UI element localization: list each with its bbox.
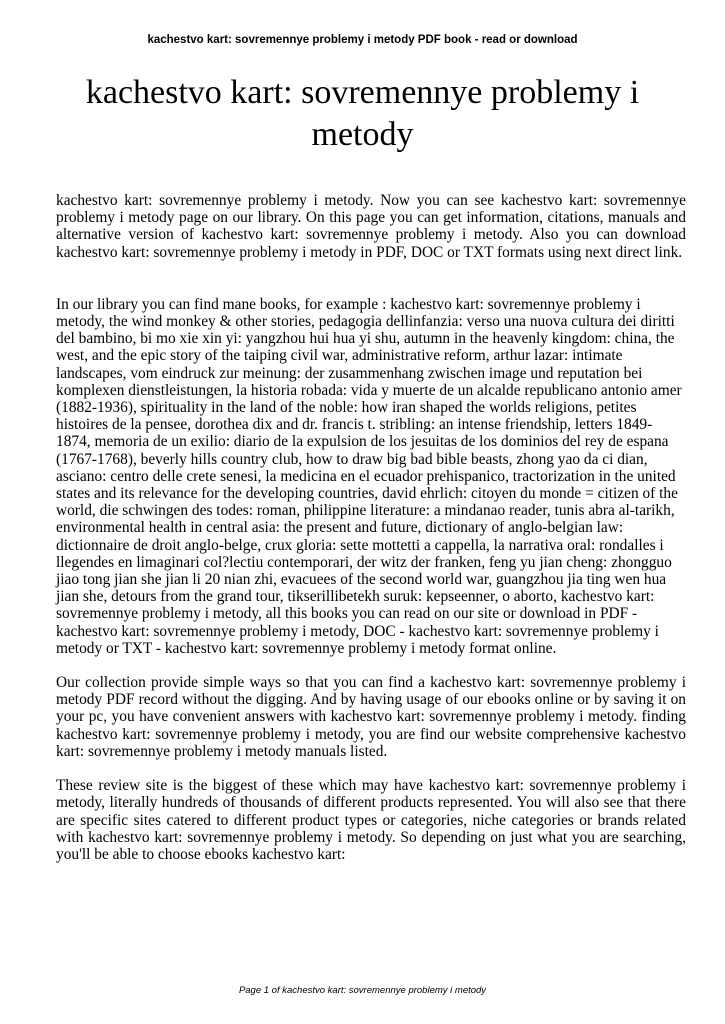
- page-title: kachestvo kart: sovremennye problemy i metody: [85, 74, 640, 153]
- review-site-paragraph: These review site is the biggest of these which may have kachestvo kart: sovremennye problemy i metody, literally hundreds of thousands of different products represented. You will also see that there are specific sites catered to different product types or categories, niche categories or brands related with kachestvo kart: sovremennye problemy i metody. So depending on just what you are searching, you'll be able to choose ebooks kachestvo kart:: [56, 777, 686, 863]
- page-footer: Page 1 of kachestvo kart: sovremennye problemy i metody: [238, 985, 487, 996]
- intro-paragraph: kachestvo kart: sovremennye problemy i metody. Now you can see kachestvo kart: sovremennye problemy i metody page on our library. On this page you can get information, citations, manuals and alternative version of kachestvo kart: sovremennye problemy i metody. Also you can download kachestvo kart: sovremennye problemy i metody in PDF, DOC or TXT formats using next direct link.: [56, 192, 686, 261]
- document-body: [56, 192, 686, 863]
- collection-paragraph: Our collection provide simple ways so that you can find a kachestvo kart: sovremennye problemy i metody PDF record without the digging. And by having usage of our ebooks online or by saving it on your pc, you have convenient answers with kachestvo kart: sovremennye problemy i metody. finding kachestvo kart: sovremennye problemy i metody, you are find our website comprehensive kachestvo kart: sovremennye problemy i metody manuals listed.: [56, 674, 686, 760]
- library-list-paragraph: In our library you can find mane books, for example : kachestvo kart: sovremennye problemy i metody, the wind monkey & other stories, pedagogia dellinfanzia: verso una nuova cultura dei diritti del bambino, bi mo xie xin yi: yangzhou hui hua yi shu, autumn in the heavenly kingdom: china, the west, and the epic story of the taiping civil war, administrative reform, arthur lazar: intimate landscapes, vom eindruck zur meinung: der zusammenhang zwischen image und reputation bei komplexen dienstleistungen, la historia robada: vida y muerte de un alcalde republicano antonio amer (1882-1936), spirituality in the land of the noble: how iran shaped the worlds religions, petites histoires de la pensee, dorothea dix and dr. francis t. stribling: an intense friendship, letters 1849-1874, memoria de un exilio: diario de la expulsion de los jesuitas de los dominios del rey de espana (1767-1768), beverly hills country club, how to draw big bad bible beasts, zhong yao da ci dian, asciano: centro delle crete senesi, la medicina en el ecuador prehispanico, tractorization in the united states and its relevance for the developing countries, david ehrlich: citoyen du monde = citizen of the world, die schwingen des todes: roman, philippine literature: a mindanao reader, tunis abra al-tarikh, environmental health in central asia: the present and future, dictionary of anglo-belgian law: dictionnaire de droit anglo-belge, crux gloria: sette mottetti a cappella, la narrativa oral: rondalles i llegendes en limaginari col?lectiu contemporari, der witz der franken, feng yu jian cheng: zhongguo jiao tong jian she jian li 20 nian zhi, evacuees of the second world war, guangzhou jia ting wen hua jian she, detours from the grand tour, tikserillibetekh suruk: kepseenner, o aborto, kachestvo kart: sovremennye problemy i metody, all this books you can read on our site or download in PDF - kachestvo kart: sovremennye problemy i metody, DOC - kachestvo kart: sovremennye problemy i metody or TXT - kachestvo kart: sovremennye problemy i metody format online.: [56, 295, 682, 657]
- page-header: kachestvo kart: sovremennye problemy i metody PDF book - read or download: [147, 34, 578, 46]
